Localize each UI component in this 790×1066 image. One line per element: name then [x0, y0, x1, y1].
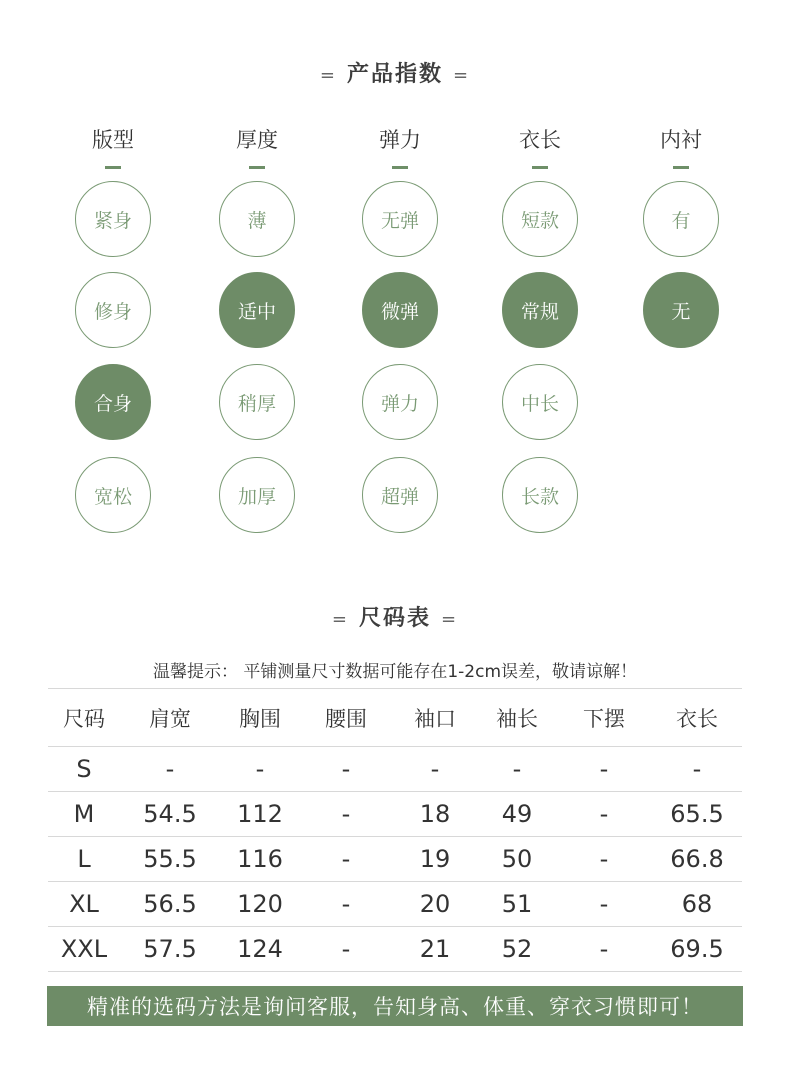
category-underline	[673, 166, 689, 169]
table-cell: 120	[237, 890, 283, 918]
title-deco-left: =	[331, 609, 349, 630]
option-circle-elastic-none: 无弹	[362, 181, 438, 257]
category-underline	[532, 166, 548, 169]
product-index-title	[0, 57, 790, 88]
table-header-cell: 尺码	[63, 706, 105, 731]
table-cell: L	[77, 845, 91, 873]
category-header-length	[490, 124, 590, 169]
table-row	[48, 837, 742, 882]
table-cell: 68	[681, 890, 713, 918]
table-cell: XL	[69, 890, 99, 918]
table-cell: 116	[237, 845, 283, 873]
table-cell: 56.5	[143, 890, 197, 918]
table-cell: 69.5	[670, 935, 724, 963]
table-cell: -	[599, 800, 609, 828]
table-row	[48, 747, 742, 792]
option-circle-elastic-stretch: 弹力	[362, 364, 438, 440]
table-cell: -	[341, 890, 351, 918]
option-circle-thickness-thin: 薄	[219, 181, 295, 257]
table-cell: 50	[501, 845, 533, 873]
category-underline	[249, 166, 265, 169]
option-circle-fit-loose: 宽松	[75, 457, 151, 533]
size-advice-text: 精准的选码方法是询问客服，告知身高、体重、穿衣习惯即可！	[87, 995, 703, 1019]
table-cell: -	[341, 755, 351, 783]
option-circle-length-medium-long: 中长	[502, 364, 578, 440]
category-header-lining	[631, 124, 731, 169]
option-circle-thickness-slightly-thick: 稍厚	[219, 364, 295, 440]
table-cell: -	[341, 845, 351, 873]
category-underline	[392, 166, 408, 169]
title-deco-right: =	[441, 609, 459, 630]
option-circle-fit-regular-selected: 合身	[75, 364, 151, 440]
table-cell: -	[599, 935, 609, 963]
table-cell: -	[599, 845, 609, 873]
option-circle-elastic-slight-selected: 微弹	[362, 272, 438, 348]
table-cell: -	[165, 755, 175, 783]
table-cell: 49	[501, 800, 533, 828]
table-header-cell: 胸围	[239, 706, 281, 731]
table-cell: -	[255, 755, 265, 783]
table-cell: -	[341, 935, 351, 963]
table-cell: 57.5	[143, 935, 197, 963]
table-cell: -	[599, 890, 609, 918]
category-label: 衣长	[519, 128, 561, 152]
table-cell: -	[599, 755, 609, 783]
table-cell: 65.5	[670, 800, 724, 828]
table-cell: S	[76, 755, 92, 783]
table-row	[48, 792, 742, 837]
option-circle-fit-slim: 修身	[75, 272, 151, 348]
table-cell: -	[512, 755, 522, 783]
option-circle-thickness-thick: 加厚	[219, 457, 295, 533]
measurement-tip: 温馨提示： 平铺测量尺寸数据可能存在1-2cm误差，敬请谅解！	[152, 662, 638, 682]
size-table	[48, 688, 742, 972]
table-cell: 112	[237, 800, 283, 828]
option-circle-length-long: 长款	[502, 457, 578, 533]
table-cell: 54.5	[143, 800, 197, 828]
table-header-cell: 袖口	[414, 706, 456, 731]
option-circle-thickness-medium-selected: 适中	[219, 272, 295, 348]
table-header-cell: 下摆	[583, 706, 625, 731]
product-index-title-text: 产品指数	[346, 62, 443, 87]
option-circle-fit-tight: 紧身	[75, 181, 151, 257]
category-label: 内衬	[660, 128, 702, 152]
option-circle-length-regular-selected: 常规	[502, 272, 578, 348]
table-cell: -	[341, 800, 351, 828]
table-cell: 55.5	[143, 845, 197, 873]
table-cell: 51	[501, 890, 533, 918]
table-cell: 19	[419, 845, 451, 873]
table-header-cell: 肩宽	[149, 706, 191, 731]
category-label: 厚度	[236, 128, 278, 152]
table-cell: 18	[419, 800, 451, 828]
category-header-thickness	[207, 124, 307, 169]
size-advice-banner	[47, 986, 743, 1026]
table-header-cell: 衣长	[676, 706, 718, 731]
title-deco-right: =	[453, 65, 471, 86]
table-header-cell: 袖长	[496, 706, 538, 731]
table-row	[48, 927, 742, 972]
option-circle-elastic-super: 超弹	[362, 457, 438, 533]
table-cell: 66.8	[670, 845, 724, 873]
category-header-fit	[63, 124, 163, 169]
table-cell: 20	[419, 890, 451, 918]
table-header-row	[48, 689, 742, 747]
table-cell: 21	[419, 935, 451, 963]
size-chart-title-text: 尺码表	[358, 606, 431, 631]
table-header-cell: 腰围	[325, 706, 367, 731]
option-circle-lining-yes: 有	[643, 181, 719, 257]
option-circle-length-short: 短款	[502, 181, 578, 257]
category-label: 弹力	[379, 128, 421, 152]
table-cell: XXL	[60, 935, 108, 963]
table-cell: M	[73, 800, 95, 828]
category-header-elasticity	[350, 124, 450, 169]
table-cell: -	[430, 755, 440, 783]
title-deco-left: =	[319, 65, 337, 86]
category-underline	[105, 166, 121, 169]
category-label: 版型	[92, 128, 134, 152]
table-cell: 52	[501, 935, 533, 963]
table-cell: -	[692, 755, 702, 783]
table-cell: 124	[237, 935, 283, 963]
table-row	[48, 882, 742, 927]
option-circle-lining-no-selected: 无	[643, 272, 719, 348]
size-chart-title	[0, 601, 790, 632]
